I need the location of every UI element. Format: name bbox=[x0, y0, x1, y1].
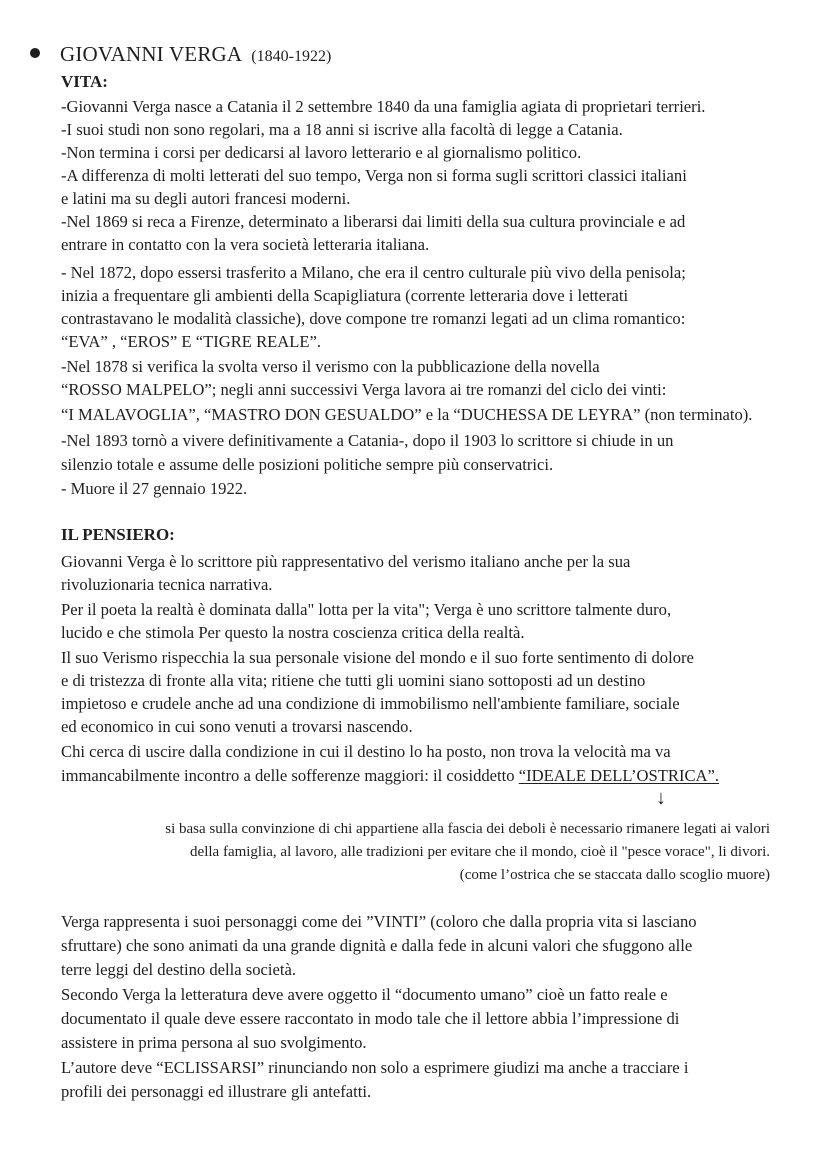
ideale-dell-ostrica-label: “IDEALE DELL’OSTRICA”. bbox=[518, 766, 720, 785]
bullet-icon bbox=[30, 48, 40, 58]
vita-line: - Nel 1872, dopo essersi trasferito a Milano, che era il centro culturale più vivo della penisola; bbox=[61, 263, 686, 282]
closing-line: documentato il quale deve essere raccontato in modo tale che il lettore abbia l’impressione di bbox=[61, 1009, 680, 1028]
closing-line: terre leggi del destino della società. bbox=[61, 960, 296, 979]
note-line: della famiglia, al lavoro, alle tradizioni per evitare che il mondo, cioè il "pesce vorace", li divori. bbox=[190, 844, 770, 860]
vita-line: entrare in contatto con la vera società letteraria italiana. bbox=[61, 235, 430, 254]
pensiero-line: Giovanni Verga è lo scrittore più rappresentativo del verismo italiano anche per la sua bbox=[61, 552, 631, 571]
vita-line: “EVA” , “EROS” E “TIGRE REALE”. bbox=[61, 332, 322, 351]
life-dates: (1840-1922) bbox=[251, 48, 332, 65]
pensiero-line: e di tristezza di fronte alla vita; ritiene che tutti gli uomini siano sottoposti ad un destino bbox=[61, 671, 646, 690]
note-line: (come l’ostrica che se staccata dallo scoglio muore) bbox=[459, 867, 770, 883]
ideale-line bbox=[61, 764, 719, 787]
pensiero-line: Per il poeta la realtà è dominata dalla" lotta per la vita"; Verga è uno scrittore talmente duro, bbox=[61, 600, 672, 619]
pensiero-line: rivoluzionaria tecnica narrativa. bbox=[61, 575, 273, 594]
vita-line: -Nel 1878 si verifica la svolta verso il verismo con la pubblicazione della novella bbox=[61, 357, 600, 376]
pensiero-line: impietoso e crudele anche ad una condizione di immobilismo nell'ambiente familiare, sociale bbox=[61, 694, 680, 713]
arrow-down-icon: ↓ bbox=[656, 787, 666, 809]
vita-line: -Nel 1893 tornò a vivere definitivamente a Catania-, dopo il 1903 lo scrittore si chiude in un bbox=[61, 431, 674, 450]
vita-line: contrastavano le modalità classiche), dove compone tre romanzi legati ad un clima romantico: bbox=[61, 309, 686, 328]
vita-line: “I MALAVOGLIA”, “MASTRO DON GESUALDO” e la “DUCHESSA DE LEYRA” (non terminato). bbox=[61, 405, 753, 424]
closing-line: Secondo Verga la letteratura deve avere oggetto il “documento umano” cioè un fatto reale e bbox=[61, 985, 668, 1004]
ideale-line-prefix: immancabilmente incontro a delle sofferenze maggiori: il cosiddetto bbox=[61, 766, 519, 785]
closing-line: profili dei personaggi ed illustrare gli antefatti. bbox=[61, 1082, 372, 1101]
closing-line: L’autore deve “ECLISSARSI” rinunciando non solo a esprimere giudizi ma anche a tracciare i bbox=[61, 1058, 689, 1077]
vita-heading: VITA: bbox=[61, 72, 108, 91]
pensiero-line: Il suo Verismo rispecchia la sua personale visione del mondo e il suo forte sentimento di dolore bbox=[61, 648, 694, 667]
note-line: si basa sulla convinzione di chi appartiene alla fascia dei deboli è necessario rimanere legati ai valori bbox=[165, 821, 770, 837]
pensiero-line: lucido e che stimola Per questo la nostra coscienza critica della realtà. bbox=[61, 623, 525, 642]
pensiero-line: ed economico in cui sono venuti a trovarsi nascendo. bbox=[61, 717, 413, 736]
vita-line: “ROSSO MALPELO”; negli anni successivi Verga lavora ai tre romanzi del ciclo dei vinti: bbox=[61, 380, 667, 399]
pensiero-line: Chi cerca di uscire dalla condizione in cui il destino lo ha posto, non trova la velocità ma va bbox=[61, 742, 671, 761]
vita-line: - Muore il 27 gennaio 1922. bbox=[61, 479, 248, 498]
closing-line: assistere in prima persona al suo svolgimento. bbox=[61, 1033, 367, 1052]
vita-line: inizia a frequentare gli ambienti della Scapigliatura (corrente letteraria dove i letterati bbox=[61, 286, 629, 305]
vita-line: -A differenza di molti letterati del suo tempo, Verga non si forma sugli scrittori classici italiani bbox=[61, 166, 687, 185]
vita-line: -Non termina i corsi per dedicarsi al lavoro letterario e al giornalismo politico. bbox=[61, 143, 582, 162]
vita-line: -I suoi studi non sono regolari, ma a 18 anni si iscrive alla facoltà di legge a Catania. bbox=[61, 120, 623, 139]
pensiero-heading: IL PENSIERO: bbox=[61, 525, 175, 544]
vita-line: -Nel 1869 si reca a Firenze, determinato a liberarsi dai limiti della sua cultura provinciale e ad bbox=[61, 212, 686, 231]
closing-line: Verga rappresenta i suoi personaggi come dei ”VINTI” (coloro che dalla propria vita si lasciano bbox=[61, 912, 697, 931]
document-heading bbox=[30, 42, 331, 67]
vita-line: -Giovanni Verga nasce a Catania il 2 settembre 1840 da una famiglia agiata di proprietari terrieri. bbox=[61, 97, 706, 116]
vita-line: silenzio totale e assume delle posizioni politiche sempre più conservatrici. bbox=[61, 455, 554, 474]
page-title: GIOVANNI VERGA bbox=[60, 42, 243, 66]
closing-line: sfruttare) che sono animati da una grande dignità e dalla fede in alcuni valori che sfuggono alle bbox=[61, 936, 693, 955]
vita-line: e latini ma su degli autori francesi moderni. bbox=[61, 189, 351, 208]
